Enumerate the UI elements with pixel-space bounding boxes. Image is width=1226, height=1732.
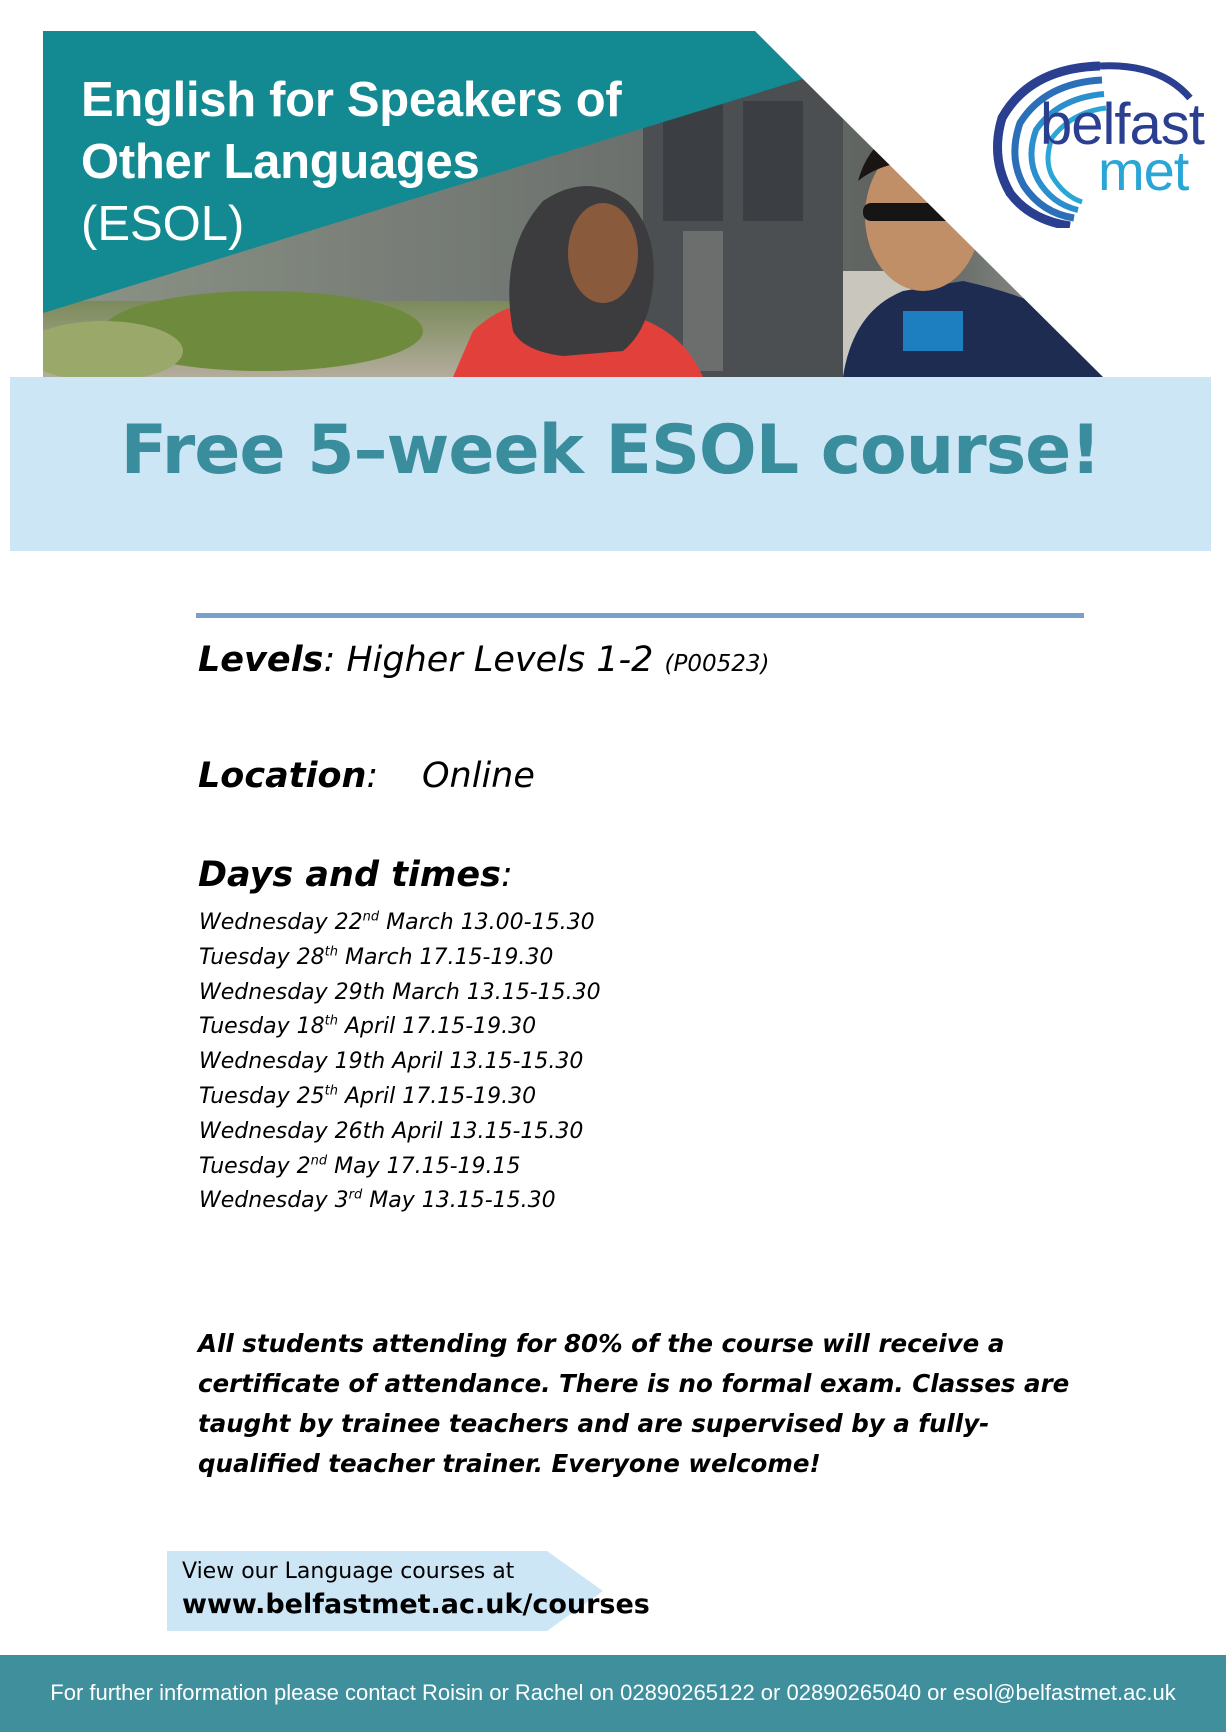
levels-row: [198, 640, 770, 680]
footer-contact: For further information please contact Roisin or Rachel on 02890265122 or 02890265040 or esol@belfastmet.ac.uk: [50, 1680, 1176, 1705]
days-title-text: Days and times: [198, 855, 501, 895]
session-time: March 17.15-19.30: [337, 944, 554, 970]
attendance-notice: All students attending for 80% of the course will receive a certificate of attendance. There is no formal exam. Classes are taught by trainee teachers and are supervised by a fully-qualified teacher trainer. Everyone welcome!: [198, 1329, 1070, 1478]
levels-label: Levels: [198, 640, 324, 680]
session-time: April 17.15-19.30: [337, 1083, 537, 1109]
session-time: May 13.15-15.30: [362, 1188, 556, 1214]
session-time: May 17.15-19.15: [327, 1153, 521, 1179]
divider-rule: [196, 613, 1084, 618]
session-item: [199, 1080, 601, 1115]
session-item: [199, 941, 601, 976]
session-item: [199, 1184, 601, 1219]
location-row: [198, 756, 535, 796]
location-colon: :: [366, 756, 379, 796]
days-title-colon: :: [500, 855, 513, 895]
logo-word-belfast: belfast: [1040, 92, 1204, 157]
courses-link[interactable]: www.belfastmet.ac.uk/courses: [182, 1589, 650, 1620]
levels-code: (P00523): [664, 651, 770, 677]
session-ordinal: th: [324, 1083, 338, 1099]
footer-bar: [0, 1655, 1226, 1732]
session-date: Wednesday 19th April 13.15-15.30: [199, 1049, 584, 1075]
session-date: Wednesday 22: [199, 910, 363, 935]
session-ordinal: th: [324, 944, 338, 960]
session-list: [199, 906, 601, 1219]
header-title-line2: Other Languages: [81, 135, 480, 189]
logo-word-met: met: [1098, 139, 1189, 202]
cta-intro: View our Language courses at: [182, 1559, 515, 1584]
session-date: Tuesday 25: [199, 1083, 325, 1109]
session-time: March 13.00-15.30: [379, 910, 595, 935]
session-ordinal: nd: [310, 1153, 328, 1169]
session-item: [199, 906, 601, 941]
session-date: Tuesday 28: [199, 944, 325, 970]
headline-banner: [10, 377, 1211, 551]
header-title: [81, 69, 621, 255]
session-ordinal: nd: [362, 909, 380, 925]
days-title: [198, 855, 513, 895]
levels-colon: :: [323, 640, 347, 680]
session-item: [199, 1010, 601, 1045]
levels-value: Higher Levels 1-2: [346, 640, 654, 680]
session-date: Wednesday 3: [199, 1188, 349, 1214]
session-item: [199, 1115, 601, 1150]
session-ordinal: rd: [348, 1188, 363, 1204]
location-value: Online: [422, 756, 535, 796]
location-label: Location: [198, 756, 367, 796]
session-date: Wednesday 26th April 13.15-15.30: [199, 1118, 584, 1144]
session-date: Wednesday 29th March 13.15-15.30: [199, 979, 601, 1005]
session-item: [199, 1150, 601, 1185]
session-item: [199, 1045, 601, 1080]
session-date: Tuesday 18: [199, 1014, 325, 1040]
session-date: Tuesday 2: [199, 1153, 311, 1179]
header-title-line1: English for Speakers of: [81, 73, 622, 127]
headline-text: Free 5–week ESOL course!: [120, 411, 1101, 490]
header-title-line3: (ESOL): [81, 197, 245, 251]
session-ordinal: th: [324, 1014, 338, 1030]
session-item: [199, 976, 601, 1011]
session-time: April 17.15-19.30: [337, 1014, 537, 1040]
